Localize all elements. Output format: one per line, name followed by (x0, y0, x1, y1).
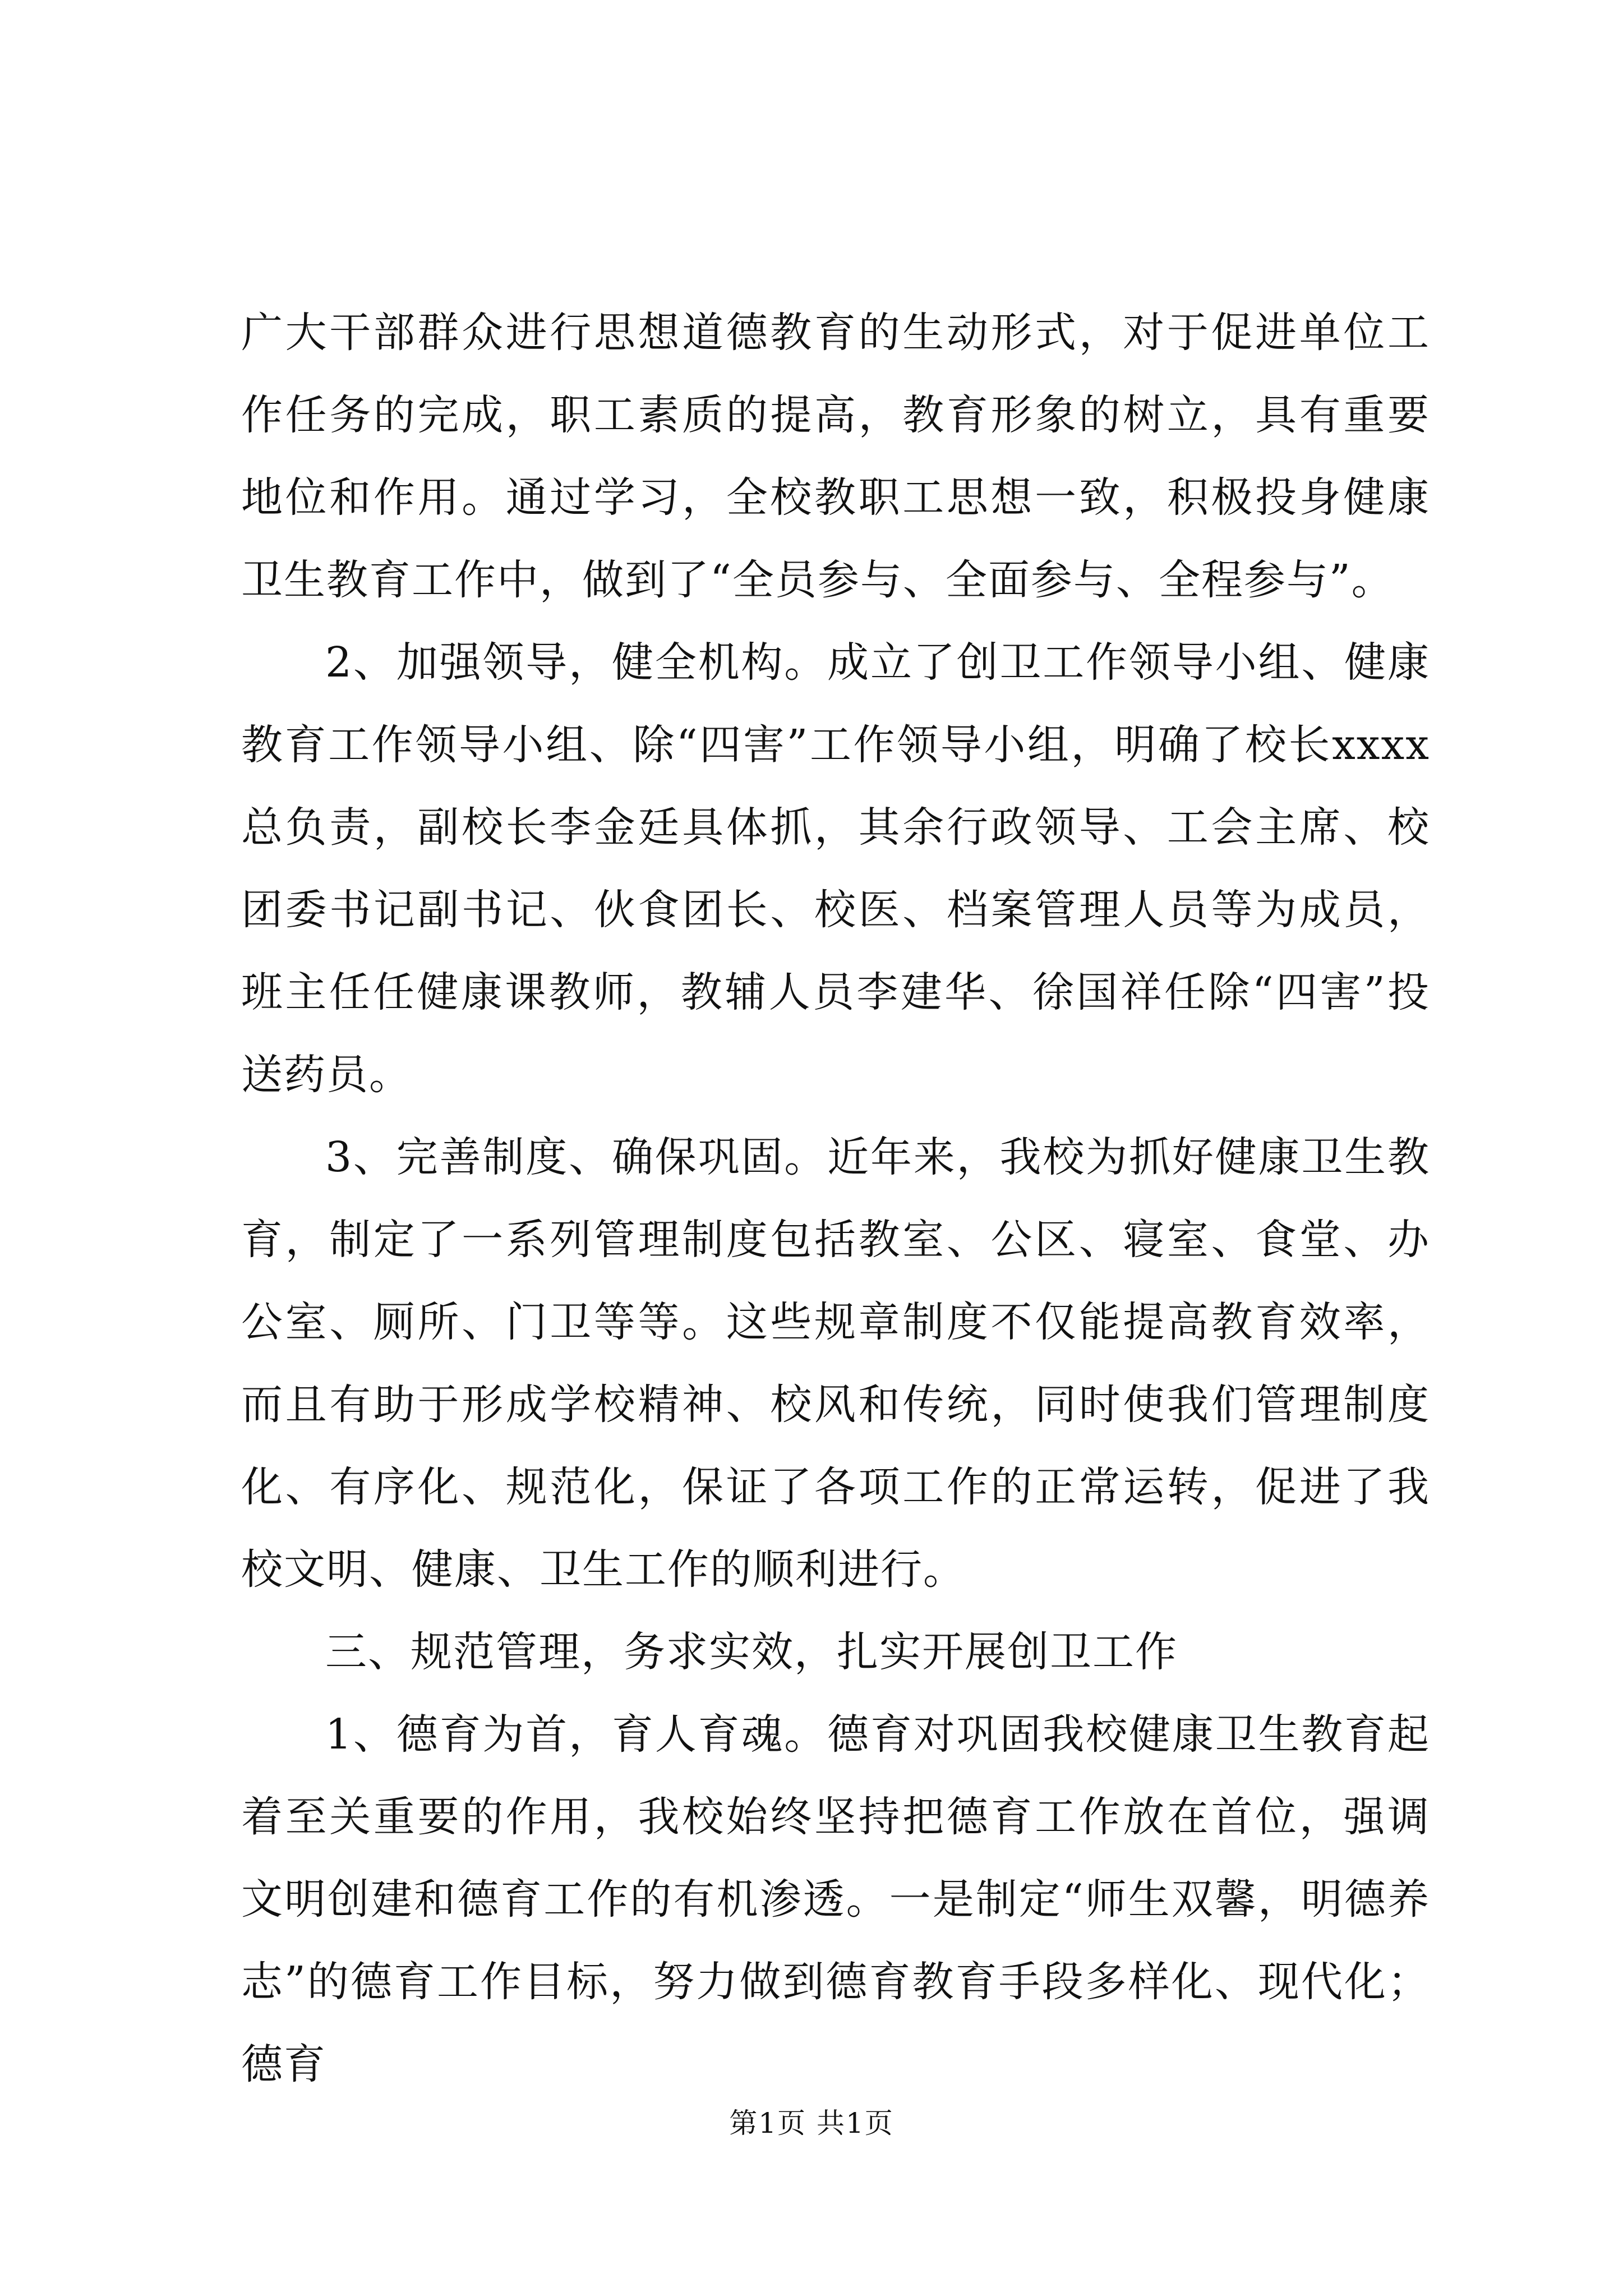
page-footer: 第1页 共1页 (729, 2107, 894, 2139)
paragraph-continuation: 广大干部群众进行思想道德教育的生动形式，对于促进单位工作任务的完成，职工素质的提高，教育形象的树立，具有重要地位和作用。通过学习，全校教职工思想一致，积极投身健康卫生教育工作中，做到了“全员参与、全面参与、全程参与”。 (241, 309, 1430, 604)
paragraph-moral-education: 1、德育为首，育人育魂。德育对巩固我校健康卫生教育起着至关重要的作用，我校始终坚持把德育工作放在首位，强调文明创建和德育工作的有机渗透。一是制定“师生双馨，明德养志”的德育工作目标，努力做到德育教育手段多样化、现代化；德育 (241, 1710, 1430, 2088)
paragraph-leadership: 2、加强领导，健全机构。成立了创卫工作领导小组、健康教育工作领导小组、除“四害”工作领导小组，明确了校长xxxx总负责，副校长李金廷具体抓，其余行政领导、工会主席、校团委书记副书记、伙食团长、校医、档案管理人员等为成员，班主任任健康课教师，教辅人员李建华、徐国祥任除“四害”投送药员。 (241, 638, 1430, 1099)
section-heading: 三、规范管理，务求实效，扎实开展创卫工作 (325, 1628, 1178, 1676)
paragraph-regulations: 3、完善制度、确保巩固。近年来，我校为抓好健康卫生教育，制定了一系列管理制度包括教室、公区、寝室、食堂、办公室、厕所、门卫等等。这些规章制度不仅能提高教育效率，而且有助于形成学校精神、校风和传统，同时使我们管理制度化、有序化、规范化，保证了各项工作的正常运转，促进了我校文明、健康、卫生工作的顺利进行。 (241, 1133, 1430, 1594)
document-body (241, 292, 1430, 2106)
